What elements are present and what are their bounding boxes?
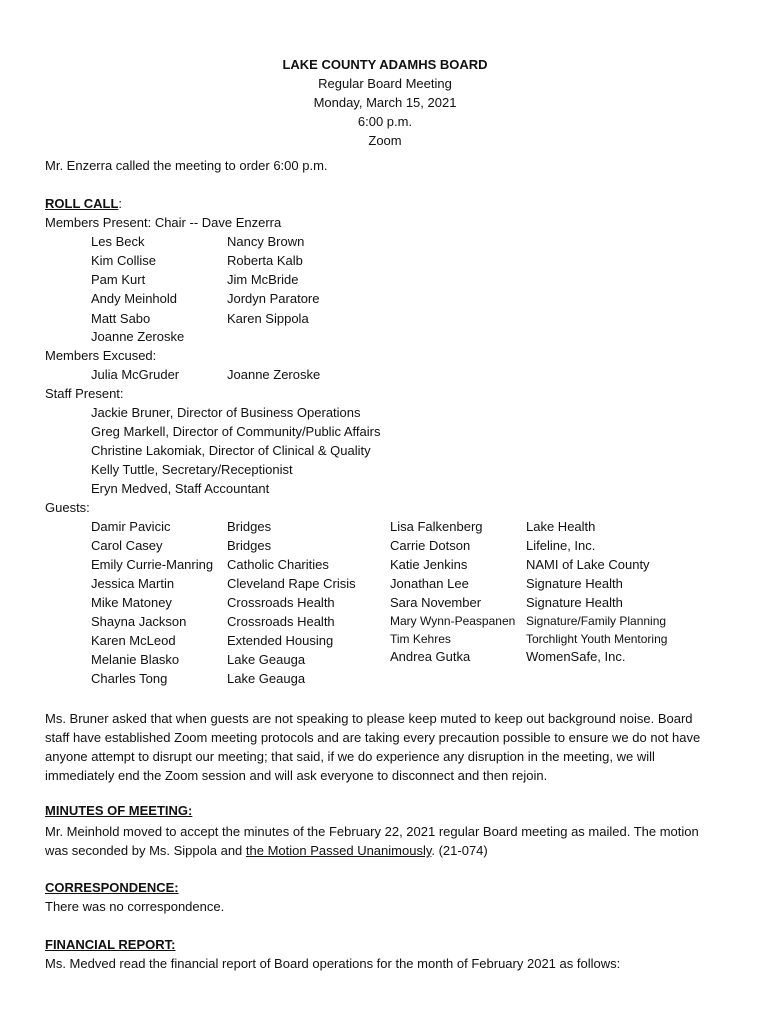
staff-member: Greg Markell, Director of Community/Public Affairs <box>91 424 381 439</box>
member-name: Les Beck <box>91 234 145 249</box>
member-name: Nancy Brown <box>227 234 305 249</box>
guest-organization: Crossroads Health <box>227 595 335 610</box>
member-name: Andy Meinhold <box>91 291 177 306</box>
minutes-heading: MINUTES OF MEETING: <box>45 803 193 818</box>
financial-report-text: Ms. Medved read the financial report of Board operations for the month of February 2021 as follows: <box>45 956 621 971</box>
guest-name: Carol Casey <box>91 538 163 553</box>
member-name: Roberta Kalb <box>227 253 303 268</box>
guest-name: Karen McLeod <box>91 633 176 648</box>
member-name: Karen Sippola <box>227 311 309 326</box>
guest-name: Andrea Gutka <box>390 649 471 664</box>
guest-name: Damir Pavicic <box>91 519 171 534</box>
guest-organization: Lifeline, Inc. <box>526 538 596 553</box>
meeting-location: Zoom <box>368 133 402 148</box>
roll-call-heading-text: ROLL CALL <box>45 196 119 211</box>
staff-present-label: Staff Present: <box>45 386 124 401</box>
document-title: LAKE COUNTY ADAMHS BOARD <box>282 57 488 72</box>
guest-organization: Signature Health <box>526 576 623 591</box>
guest-name: Mary Wynn-Peaspanen <box>390 614 516 628</box>
guest-organization: Signature Health <box>526 595 623 610</box>
member-name: Kim Collise <box>91 253 157 268</box>
guest-organization: WomenSafe, Inc. <box>526 649 626 664</box>
members-excused-label: Members Excused: <box>45 348 157 363</box>
staff-member: Christine Lakomiak, Director of Clinical & Quality <box>91 443 371 458</box>
guest-name: Mike Matoney <box>91 595 172 610</box>
members-present-label: Members Present: Chair -- Dave Enzerra <box>45 215 282 230</box>
guest-name: Emily Currie-Manring <box>91 557 214 572</box>
guest-name: Jessica Martin <box>91 576 175 591</box>
financial-report-heading: FINANCIAL REPORT: <box>45 937 176 952</box>
correspondence-text: There was no correspondence. <box>45 899 225 914</box>
excused-member-name: Joanne Zeroske <box>227 367 321 382</box>
guest-name: Shayna Jackson <box>91 614 187 629</box>
guest-name: Katie Jenkins <box>390 557 468 572</box>
member-name: Jordyn Paratore <box>227 291 320 306</box>
guest-name: Melanie Blasko <box>91 652 180 667</box>
guest-organization: NAMI of Lake County <box>526 557 650 572</box>
staff-member: Kelly Tuttle, Secretary/Receptionist <box>91 462 293 477</box>
roll-call-colon: : <box>118 196 123 211</box>
guest-organization: Lake Health <box>526 519 596 534</box>
guest-organization: Signature/Family Planning <box>526 614 667 628</box>
guest-name: Tim Kehres <box>390 632 451 646</box>
guest-organization: Cleveland Rape Crisis <box>227 576 356 591</box>
motion-result: the Motion Passed Unanimously <box>245 843 432 858</box>
zoom-notice-paragraph: Ms. Bruner asked that when guests are not speaking to please keep muted to keep out background noise. Board staff have established Zoom meeting protocols and are taking every precaution possible to ensure we do not have anyone attempt to disrupt our meeting; that said, if we do experience any disruption in the meeting, we will immediately end the Zoom session and will ask everyone to disconnect and then rejoin. <box>45 711 701 783</box>
guest-name: Charles Tong <box>91 671 168 686</box>
meeting-type: Regular Board Meeting <box>318 76 452 91</box>
guest-organization: Extended Housing <box>227 633 334 648</box>
excused-member-name: Julia McGruder <box>91 367 180 382</box>
guest-organization: Lake Geauga <box>227 671 306 686</box>
guest-name: Sara November <box>390 595 482 610</box>
guest-organization: Catholic Charities <box>227 557 329 572</box>
guest-name: Jonathan Lee <box>390 576 469 591</box>
member-name: Joanne Zeroske <box>91 329 185 344</box>
guest-organization: Torchlight Youth Mentoring <box>526 632 668 646</box>
member-name: Pam Kurt <box>91 272 146 287</box>
motion-number: . (21-074) <box>431 843 488 858</box>
minutes-paragraph <box>45 822 720 860</box>
meeting-date: Monday, March 15, 2021 <box>313 95 457 110</box>
correspondence-heading: CORRESPONDENCE: <box>45 880 179 895</box>
staff-member: Jackie Bruner, Director of Business Operations <box>91 405 361 420</box>
guest-organization: Lake Geauga <box>227 652 306 667</box>
guest-organization: Bridges <box>227 538 272 553</box>
guest-name: Lisa Falkenberg <box>390 519 483 534</box>
call-to-order: Mr. Enzerra called the meeting to order 6:00 p.m. <box>45 158 328 173</box>
member-name: Matt Sabo <box>91 311 151 326</box>
meeting-time: 6:00 p.m. <box>357 114 413 129</box>
guest-organization: Crossroads Health <box>227 614 335 629</box>
minutes-text: Mr. Meinhold moved to accept the minutes of the February 22, 2021 regular Board meeting as mailed. The motion was seconded by Ms. Sippola and <box>45 824 699 858</box>
guest-name: Carrie Dotson <box>390 538 471 553</box>
guest-organization: Bridges <box>227 519 272 534</box>
guests-label: Guests: <box>45 500 90 515</box>
staff-member: Eryn Medved, Staff Accountant <box>91 481 270 496</box>
roll-call-heading <box>45 196 122 211</box>
member-name: Jim McBride <box>227 272 299 287</box>
